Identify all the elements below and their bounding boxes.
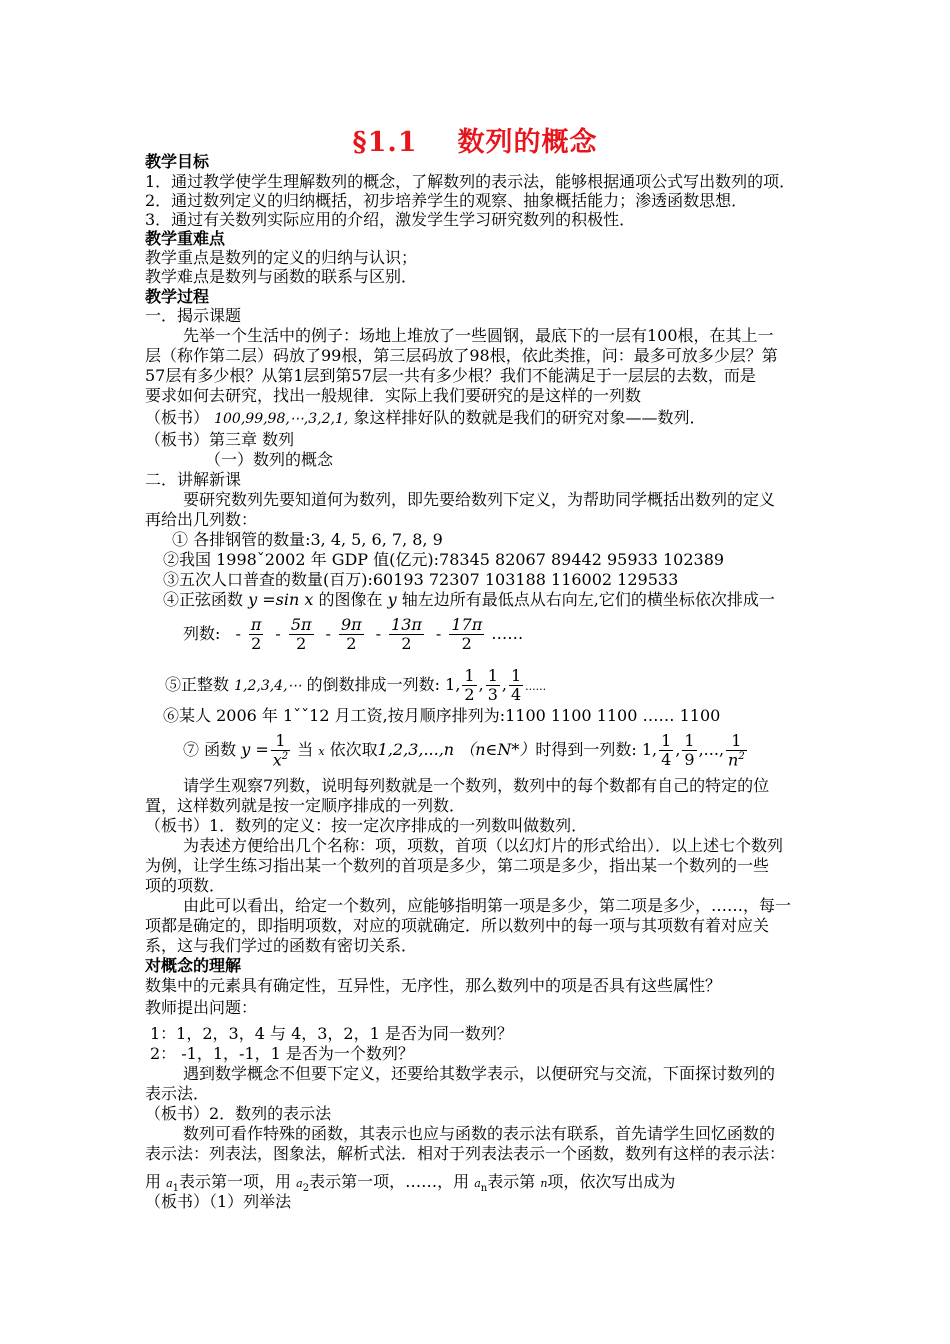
negative-sign: - (235, 624, 241, 643)
inverse-square-term (682, 732, 696, 769)
fraction-exponent: 2 (281, 750, 289, 762)
example-1: ① 各排钢管的数量:3, 4, 5, 6, 7, 8, 9 (172, 530, 443, 549)
board-chapter: （板书）第三章 数列 (145, 430, 295, 449)
board-prefix: （板书） (145, 408, 210, 427)
x-variable: x (318, 745, 325, 758)
heading-goals: 教学目标 (145, 152, 210, 171)
term-a2-subscript: 2 (302, 1183, 310, 1195)
negative-sign: - (325, 624, 331, 643)
board-list-method: （板书）（1）列举法 (145, 1192, 292, 1211)
observe-line-2: 置，这样数列就是按一定顺序排成的一列数． (145, 796, 466, 815)
example-5-text-b: 的倒数排成一列数: (306, 675, 441, 694)
key-point-2: 教学难点是数列与函数的联系与区别． (145, 267, 418, 286)
question-2: 2： -1，1，-1，1 是否为一个数列？ (150, 1044, 414, 1063)
new-line-1: 要研究数列先要知道何为数列，即先要给数列下定义，为帮助同学概括出数列的定义 (183, 490, 776, 509)
fraction-denominator: 2 (401, 634, 412, 653)
example-7-first-term: 1, (641, 740, 658, 759)
example-7-dots: ,..., (698, 740, 725, 759)
general-term-numerator: 1 (726, 732, 747, 751)
example-4-text-d: 列数: (183, 624, 221, 643)
example-4-line-1 (163, 590, 775, 610)
fraction-denominator: 9 (684, 750, 695, 769)
fraction-denominator: 2 (346, 634, 357, 653)
example-4-text-b: 的图像在 (318, 590, 383, 609)
fraction-denominator: 2 (296, 634, 307, 653)
sine-function: y =sin x (248, 590, 314, 609)
example-4-label: ④正弦函数 (163, 590, 244, 609)
term-an: a (474, 1177, 481, 1190)
reciprocal-fraction-list (460, 666, 525, 704)
intro-line-2: 层（称作第二层）码放了99根，第三层码放了98根，依此类推，问：最多可放多少层？第 (145, 346, 778, 365)
observe-line-1: 请学生观察7列数，说明每列数就是一个数列，数列中的每个数都有自己的特定的位 (183, 776, 770, 795)
example-5-label: ⑤正整数 (165, 675, 230, 694)
intro-line-1: 先举一个生活中的例子：场地上堆放了一些圆钢，最底下的一层有100根，在其上一 (183, 326, 774, 345)
example-6: ⑥某人 2006 年 1ˇˇ12 月工资,按月顺序排列为:1100 1100 1100 …… 1100 (163, 706, 721, 725)
example-7-label: ⑦ 函数 (183, 740, 237, 759)
example-7-text-c: 依次取 (329, 740, 378, 759)
sequence-100-to-1: 100,99,98,⋯,3,2,1, (214, 411, 349, 427)
section-name: 数列的概念 (457, 127, 598, 158)
notation-text-d: 表示第 (487, 1172, 536, 1191)
example-5-ellipsis: ...... (525, 680, 547, 693)
fraction-numerator: π (250, 615, 262, 634)
comma: , (501, 675, 507, 694)
part-2-heading: 二．讲解新课 (145, 470, 242, 489)
function-line-3: 系，这与我们学过的函数有密切关系． (145, 936, 418, 955)
fraction-numerator: 1 (684, 731, 695, 750)
sine-lowpoint-fraction (289, 616, 314, 653)
heading-process: 教学过程 (145, 287, 210, 306)
inverse-square-term (659, 732, 673, 769)
example-4-line-2 (183, 614, 523, 654)
example-7-function-left: y = (241, 740, 269, 759)
sine-lowpoint-fraction (339, 616, 364, 653)
example-2: ②我国 1998ˇ2002 年 GDP 值(亿元):78345 82067 89442 95933 102389 (163, 550, 725, 569)
key-point-1: 教学重点是数列的定义的归纳与认识； (145, 248, 418, 267)
names-line-1: 为表述方便给出几个名称：项，项数，首项（以幻灯片的形式给出）．以上述七个数列 (183, 836, 784, 855)
term-an-subscript: n (480, 1183, 488, 1195)
example-7-text-b: 当 (297, 740, 314, 759)
new-line-2: 再给出几列数： (145, 510, 258, 529)
reciprocal-fraction (462, 667, 476, 704)
section-number: §1.1 (352, 127, 418, 158)
positive-integer-sequence: 1,2,3,4,⋯ (234, 678, 302, 694)
example-5 (165, 665, 546, 707)
board-sequence-line (145, 408, 705, 429)
board-definition: （板书）1．数列的定义：按一定次序排成的一列数叫做数列． (145, 816, 588, 835)
negative-sign: - (275, 624, 281, 643)
fraction-denominator: 2 (251, 634, 262, 653)
understanding-line-2: 教师提出问题： (145, 998, 258, 1017)
example-3: ③五次人口普查的数量(百万):60193 72307 103188 116002 129533 (163, 570, 679, 589)
intro-line-3: 57层有多少根？从第1层到第57层一共有多少根？我们不能满足于一层层的去数，而是 (145, 366, 756, 385)
notation-text-e: 项，依次写出成为 (547, 1172, 676, 1191)
board-sequence-text: 象这样排好队的数就是我们的研究对象——数列． (353, 408, 706, 427)
fraction-denominator: 3 (487, 685, 498, 704)
notation-text-b: 表示第一项，用 (179, 1172, 292, 1191)
inverse-square-fraction (271, 732, 290, 769)
function-line-1: 由此可以看出，给定一个数列，应能够指明第一项是多少，第二项是多少，……，每一 (183, 896, 792, 915)
fraction-numerator: 1 (487, 666, 498, 685)
comma: , (478, 675, 484, 694)
fraction-numerator: 17π (451, 615, 483, 634)
term-a2: a (296, 1177, 303, 1190)
general-term-exponent: 2 (738, 750, 745, 762)
representation-line-4: 表示法：列表法，图象法，解析式法．相对于列表法表示一个函数，数列有这样的表示法： (145, 1144, 786, 1163)
example-7 (183, 730, 749, 772)
goal-2: 2．通过数列定义的归纳概括，初步培养学生的观察、抽象概括能力；渗透函数思想． (145, 191, 748, 210)
names-line-3: 项的项数． (145, 876, 226, 895)
board-concept: （一）数列的概念 (205, 450, 334, 469)
comma: , (675, 740, 681, 759)
general-term-denominator: n (728, 750, 739, 770)
term-a1-subscript: 1 (172, 1183, 180, 1195)
representation-line-3: 数列可看作特殊的函数，其表示也应与函数的表示法有联系，首先请学生回忆函数的 (183, 1124, 776, 1143)
notation-text-c: 表示第一项，……，用 (309, 1172, 470, 1191)
representation-line-1: 遇到数学概念不但要下定义，还要给其数学表示，以便研究与交流，下面探讨数列的 (183, 1064, 776, 1083)
fraction-denominator: x (272, 750, 282, 770)
general-term-fraction (726, 732, 747, 769)
fraction-numerator: 1 (510, 666, 522, 685)
fraction-numerator: 9π (340, 615, 362, 634)
page-title (0, 120, 950, 159)
sine-fraction-list (226, 615, 487, 653)
sine-lowpoint-fraction (249, 616, 264, 653)
goal-1: 1．通过教学使学生理解数列的概念，了解数列的表示法，能够根据通项公式写出数列的项． (145, 172, 796, 191)
example-4-ellipsis: …… (491, 624, 524, 643)
example-4-text-c: 轴左边所有最低点从右向左,它们的横坐标依次排成一 (401, 590, 775, 609)
fraction-denominator: 4 (661, 750, 672, 769)
understanding-line-1: 数集中的元素具有确定性，互异性，无序性，那么数列中的项是否具有这些属性？ (145, 976, 722, 995)
fraction-numerator: 1 (271, 732, 290, 751)
representation-line-2: 表示法． (145, 1084, 210, 1103)
intro-line-4: 要求如何去研究，找出一般规律．实际上我们要研究的是这样的一列数 (145, 386, 642, 405)
question-1: 1：1，2，3，4 与 4，3，2，1 是否为同一数列？ (150, 1024, 513, 1043)
example-7-condition: （n∈N*） (459, 740, 536, 759)
sine-lowpoint-fraction (389, 616, 424, 653)
fraction-numerator: 1 (464, 666, 475, 685)
fraction-denominator: 4 (510, 685, 522, 704)
fraction-numerator: 1 (661, 731, 672, 750)
function-line-2: 项都是确定的，即指明项数，对应的项就确定．所以数列中的每一项与其项数有着对应关 (145, 916, 770, 935)
negative-sign: - (435, 624, 442, 643)
example-7-text-d: 时得到一列数: (535, 740, 637, 759)
example-7-values: 1,2,3,...,n (377, 740, 455, 759)
y-variable: y (387, 590, 397, 609)
negative-sign: - (375, 624, 382, 643)
names-line-2: 为例，让学生练习指出某一个数列的首项是多少，第二项是多少，指出某一个数列的一些 (145, 856, 770, 875)
notation-text-a: 用 (145, 1172, 162, 1191)
fraction-numerator: 13π (391, 615, 422, 634)
goal-3: 3．通过有关数列实际应用的介绍，激发学生学习研究数列的积极性． (145, 210, 636, 229)
reciprocal-fraction (509, 667, 523, 704)
heading-keypoints: 教学重难点 (145, 229, 226, 248)
fraction-numerator: 5π (290, 615, 312, 634)
heading-understanding: 对概念的理解 (145, 956, 242, 975)
fraction-denominator: 2 (464, 685, 475, 704)
part-1-heading: 一．揭示课题 (145, 306, 242, 325)
board-representation: （板书）2．数列的表示法 (145, 1104, 332, 1123)
inverse-square-fraction-list (657, 731, 698, 769)
sine-lowpoint-fraction (449, 616, 484, 653)
fraction-denominator: 2 (461, 634, 472, 653)
term-index-n: n (540, 1177, 548, 1190)
term-a1: a (166, 1177, 173, 1190)
example-5-first-term: 1, (445, 675, 461, 694)
reciprocal-fraction (486, 667, 500, 704)
